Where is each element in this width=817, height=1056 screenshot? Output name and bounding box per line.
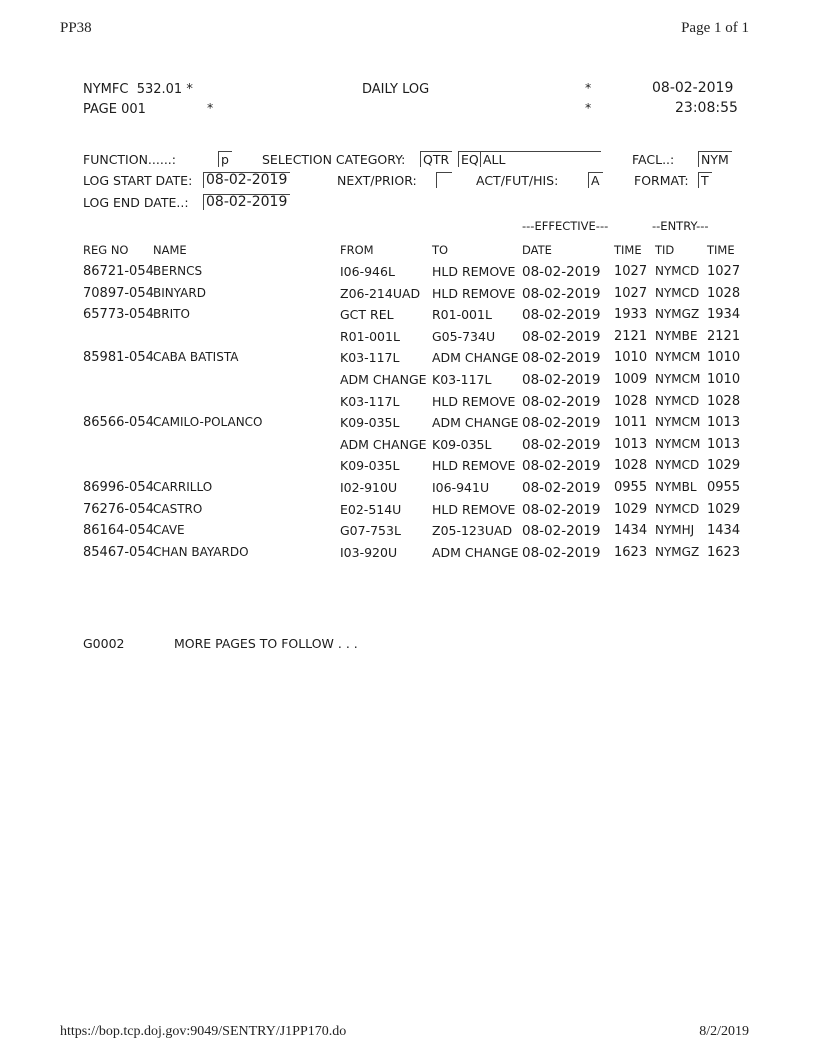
reg-no-cell: 85981-054 (83, 350, 154, 366)
entry-time-cell: 1010 (707, 350, 741, 366)
time-cell: 1027 (614, 285, 648, 301)
from-cell: K03-117L (340, 393, 400, 409)
date-cell: 08-02-2019 (522, 458, 601, 475)
table-row (0, 372, 817, 392)
table-row (0, 480, 817, 500)
from-cell: I03-920U (340, 544, 398, 560)
from-cell: GCT REL (340, 307, 394, 323)
system-name: NYMFC 532.01 * (83, 82, 193, 97)
from-cell: G07-753L (340, 523, 401, 539)
table-row (0, 307, 817, 327)
time-cell: 1029 (614, 501, 648, 517)
name-cell: CAMILO-POLANCO (153, 415, 263, 430)
group-effective: ---EFFECTIVE--- (522, 219, 609, 233)
table-row (0, 502, 817, 522)
header-star-3: * (585, 100, 592, 115)
next-prior-label: NEXT/PRIOR: (337, 173, 417, 188)
reg-no-cell: 70897-054 (83, 285, 154, 301)
time-cell: 1623 (614, 544, 648, 560)
tid-cell: NYMHJ (655, 523, 695, 538)
name-cell: BRITO (153, 307, 190, 322)
entry-time-cell: 1029 (707, 501, 741, 517)
to-cell: Z05-123UAD (432, 523, 513, 539)
reg-no-cell: 85467-054 (83, 544, 154, 560)
name-cell: CARRILLO (153, 480, 213, 494)
format-label: FORMAT: (634, 173, 689, 188)
reg-no-cell: 86566-054 (83, 415, 154, 431)
tid-cell: NYMCM (655, 436, 701, 451)
reg-no-cell: 65773-054 (83, 307, 154, 323)
col-to: TO (432, 243, 449, 257)
from-cell: Z06-214UAD (340, 285, 421, 301)
reg-no-cell: 86164-054 (83, 523, 154, 539)
table-row (0, 458, 817, 478)
table-row (0, 415, 817, 435)
col-from: FROM (340, 243, 374, 257)
entry-time-cell: 1934 (707, 307, 741, 323)
to-cell: HLD REMOVE (432, 264, 516, 279)
print-footer-url: https://bop.tcp.doj.gov:9049/SENTRY/J1PP170.do (60, 1024, 347, 1039)
to-cell: K09-035L (432, 436, 492, 452)
next-prior-field[interactable] (436, 172, 452, 188)
screen-date: 08-02-2019 (652, 80, 734, 96)
table-row (0, 523, 817, 543)
from-cell: K09-035L (340, 458, 400, 474)
col-entry-time: TIME (707, 243, 735, 257)
table-row (0, 437, 817, 457)
entry-time-cell: 1013 (707, 415, 741, 431)
name-cell: CAVE (153, 523, 185, 538)
col-time: TIME (614, 243, 642, 257)
table-row (0, 350, 817, 370)
time-cell: 1027 (614, 264, 648, 279)
entry-time-cell: 1028 (707, 285, 741, 301)
time-cell: 1010 (614, 350, 648, 366)
to-cell: HLD REMOVE (432, 458, 516, 474)
tid-cell: NYMGZ (655, 307, 700, 322)
header-star-2: * (207, 100, 214, 115)
to-cell: K03-117L (432, 372, 492, 387)
tid-cell: NYMGZ (655, 544, 700, 559)
time-cell: 1434 (614, 523, 648, 539)
log-end-label: LOG END DATE..: (83, 195, 189, 210)
name-cell: CHAN BAYARDO (153, 544, 249, 559)
entry-time-cell: 2121 (707, 328, 741, 344)
col-date: DATE (522, 243, 552, 257)
table-row (0, 264, 817, 284)
message-text: MORE PAGES TO FOLLOW . . . (174, 636, 358, 651)
entry-time-cell: 1623 (707, 544, 741, 560)
to-cell: HLD REMOVE (432, 393, 516, 409)
col-reg-no: REG NO (83, 243, 129, 257)
format-field[interactable]: T (698, 172, 712, 188)
screen-title: DAILY LOG (362, 82, 430, 97)
selection-label: SELECTION CATEGORY: (262, 152, 406, 167)
date-cell: 08-02-2019 (522, 328, 601, 345)
from-cell: R01-001L (340, 328, 400, 344)
tid-cell: NYMCD (655, 393, 700, 408)
time-cell: 1028 (614, 458, 648, 474)
log-start-label: LOG START DATE: (83, 173, 193, 188)
log-end-field[interactable]: 08-02-2019 (203, 194, 290, 210)
entry-time-cell: 1434 (707, 523, 741, 539)
col-tid: TID (655, 243, 675, 257)
date-cell: 08-02-2019 (522, 393, 601, 410)
date-cell: 08-02-2019 (522, 480, 601, 496)
table-row (0, 394, 817, 414)
print-header-left: PP38 (60, 20, 92, 36)
time-cell: 1009 (614, 372, 648, 387)
selection-qtr-field[interactable]: QTR (420, 151, 452, 167)
version: 532.01 (136, 82, 183, 97)
from-cell: ADM CHANGE (340, 436, 427, 452)
from-cell: ADM CHANGE (340, 372, 427, 387)
reg-no-cell: 86721-054 (83, 264, 154, 279)
to-cell: HLD REMOVE (432, 501, 516, 517)
to-cell: R01-001L (432, 307, 492, 323)
name-cell: BERNCS (153, 264, 203, 278)
time-cell: 2121 (614, 328, 648, 344)
tid-cell: NYMCM (655, 415, 701, 430)
tid-cell: NYMBE (655, 328, 698, 343)
reg-no-cell: 76276-054 (83, 501, 154, 517)
time-cell: 1933 (614, 307, 648, 323)
tid-cell: NYMCM (655, 372, 701, 386)
group-entry: --ENTRY--- (652, 219, 709, 233)
date-cell: 08-02-2019 (522, 523, 601, 540)
facl-label: FACL..: (632, 152, 675, 167)
act-label: ACT/FUT/HIS: (476, 173, 559, 188)
to-cell: ADM CHANGE (432, 544, 519, 560)
table-row (0, 286, 817, 306)
date-cell: 08-02-2019 (522, 264, 601, 280)
from-cell: K03-117L (340, 350, 400, 366)
from-cell: K09-035L (340, 415, 400, 431)
header-star-1: * (585, 80, 592, 95)
screen-time: 23:08:55 (675, 100, 738, 116)
print-footer-date: 8/2/2019 (699, 1024, 749, 1039)
time-cell: 1013 (614, 436, 648, 452)
entry-time-cell: 1027 (707, 264, 741, 279)
entry-time-cell: 1028 (707, 393, 741, 409)
entry-time-cell: 1029 (707, 458, 741, 474)
page-label: PAGE 001 (83, 102, 146, 117)
tid-cell: NYMCD (655, 501, 700, 516)
reg-no-cell: 86996-054 (83, 480, 154, 495)
tid-cell: NYMBL (655, 480, 697, 494)
tid-cell: NYMCM (655, 350, 701, 365)
tid-cell: NYMCD (655, 264, 700, 278)
time-cell: 0955 (614, 480, 648, 495)
table-row (0, 329, 817, 349)
name-cell: BINYARD (153, 285, 206, 300)
date-cell: 08-02-2019 (522, 415, 601, 432)
to-cell: I06-941U (432, 480, 490, 495)
to-cell: HLD REMOVE (432, 285, 516, 301)
date-cell: 08-02-2019 (522, 285, 601, 302)
from-cell: E02-514U (340, 501, 402, 517)
table-header (0, 243, 817, 263)
to-cell: ADM CHANGE (432, 415, 519, 431)
selection-eq-field[interactable]: EQ (458, 151, 482, 167)
facl-field[interactable]: NYM (698, 151, 732, 167)
from-cell: I06-946L (340, 264, 395, 279)
table-row (0, 545, 817, 565)
date-cell: 08-02-2019 (522, 372, 601, 388)
time-cell: 1028 (614, 393, 648, 409)
to-cell: ADM CHANGE (432, 350, 519, 366)
name-cell: CABA BATISTA (153, 350, 239, 365)
col-name: NAME (153, 243, 187, 257)
tid-cell: NYMCD (655, 458, 700, 473)
date-cell: 08-02-2019 (522, 544, 601, 561)
selection-all-field[interactable]: ALL (480, 151, 601, 167)
function-field[interactable]: p (218, 151, 232, 167)
date-cell: 08-02-2019 (522, 307, 601, 324)
time-cell: 1011 (614, 415, 648, 431)
to-cell: G05-734U (432, 328, 496, 344)
date-cell: 08-02-2019 (522, 501, 601, 518)
act-field[interactable]: A (588, 172, 603, 188)
entry-time-cell: 0955 (707, 480, 741, 495)
tid-cell: NYMCD (655, 285, 700, 300)
entry-time-cell: 1013 (707, 436, 741, 452)
function-label: FUNCTION......: (83, 152, 176, 167)
message-code: G0002 (83, 636, 125, 651)
entry-time-cell: 1010 (707, 372, 741, 387)
print-header-page: Page 1 of 1 (681, 20, 749, 36)
log-start-field[interactable]: 08-02-2019 (203, 172, 290, 188)
from-cell: I02-910U (340, 480, 398, 495)
date-cell: 08-02-2019 (522, 350, 601, 367)
date-cell: 08-02-2019 (522, 436, 601, 453)
name-cell: CASTRO (153, 501, 203, 516)
